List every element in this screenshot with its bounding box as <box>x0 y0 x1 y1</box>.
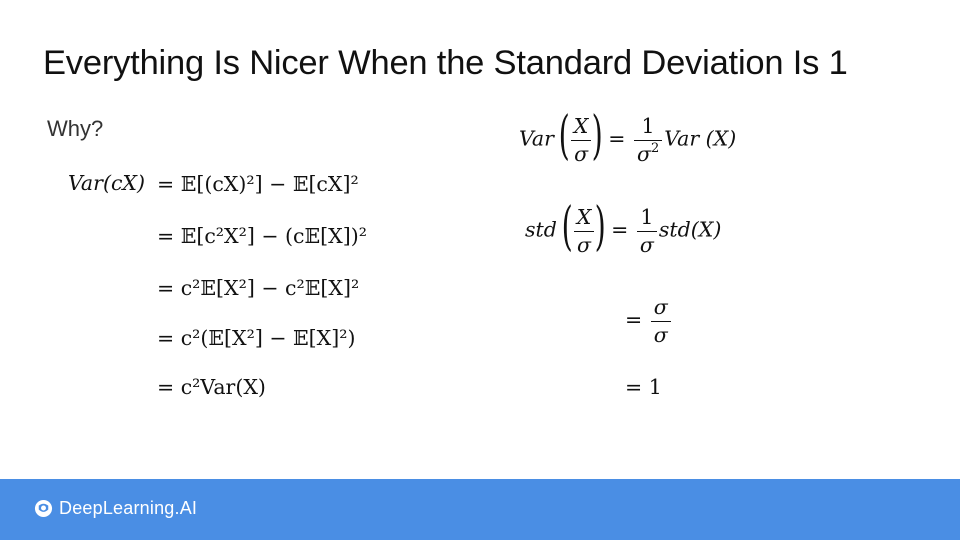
paren-close: ) <box>591 106 604 166</box>
derivation-line-2: = 𝔼[c²X²] − (c𝔼[X])² <box>157 224 367 248</box>
fraction-numerator: 1 <box>641 114 655 138</box>
superscript-2: 2 <box>650 140 660 156</box>
why-label: Why? <box>47 116 104 141</box>
fraction-denominator: σ <box>651 321 671 346</box>
paren-open: ( <box>561 197 574 257</box>
brand-logo <box>34 498 197 519</box>
var-fn: Var <box>519 126 554 151</box>
x-over-sigma-fraction <box>571 116 592 164</box>
std-scaled-equation <box>525 197 722 257</box>
equals-sign: = <box>625 307 643 332</box>
sigma-symbol: σ <box>636 141 651 166</box>
derivation-line-4: = c²(𝔼[X²] − 𝔼[X]²) <box>157 326 356 350</box>
equals-sign: = <box>608 126 626 151</box>
var-cx-lhs <box>68 173 145 194</box>
equals-sign: = <box>611 217 629 242</box>
derivation-line-5: = c²Var(X) <box>157 375 266 399</box>
fraction-denominator <box>634 140 662 165</box>
derivation-line-1: = 𝔼[(cX)²] − 𝔼[cX]² <box>157 172 359 196</box>
fraction-denominator: σ <box>571 140 591 165</box>
fraction-denominator: σ <box>574 231 594 256</box>
fraction-numerator: σ <box>653 295 668 319</box>
sigma-over-sigma-line <box>625 297 673 345</box>
derivation-line-3: = c²𝔼[X²] − c²𝔼[X]² <box>157 276 360 300</box>
slide-title: Everything Is Nicer When the Standard Deviation Is 1 <box>43 44 848 82</box>
x-over-sigma-fraction <box>574 207 595 255</box>
fraction-denominator: σ <box>637 231 657 256</box>
fraction-numerator: X <box>576 205 592 229</box>
one-over-sigma <box>637 207 657 255</box>
fraction-numerator: 1 <box>640 205 654 229</box>
equals-one-line: = 1 <box>625 375 662 399</box>
one-over-sigma-squared <box>634 116 662 164</box>
std-rhs: std(X) <box>658 217 722 242</box>
sigma-over-sigma-fraction <box>651 297 671 345</box>
std-fn: std <box>525 217 557 242</box>
var-cx-lhs-text: Var(cX) <box>68 171 146 195</box>
fraction-numerator: X <box>573 114 589 138</box>
paren-close: ) <box>594 197 607 257</box>
var-scaled-equation <box>519 106 737 166</box>
deeplearning-logo-icon <box>34 499 53 518</box>
footer-bar <box>0 479 960 540</box>
brand-name: DeepLearning.AI <box>59 498 198 518</box>
paren-open: ( <box>559 106 571 166</box>
var-rhs: Var (X) <box>664 126 737 151</box>
